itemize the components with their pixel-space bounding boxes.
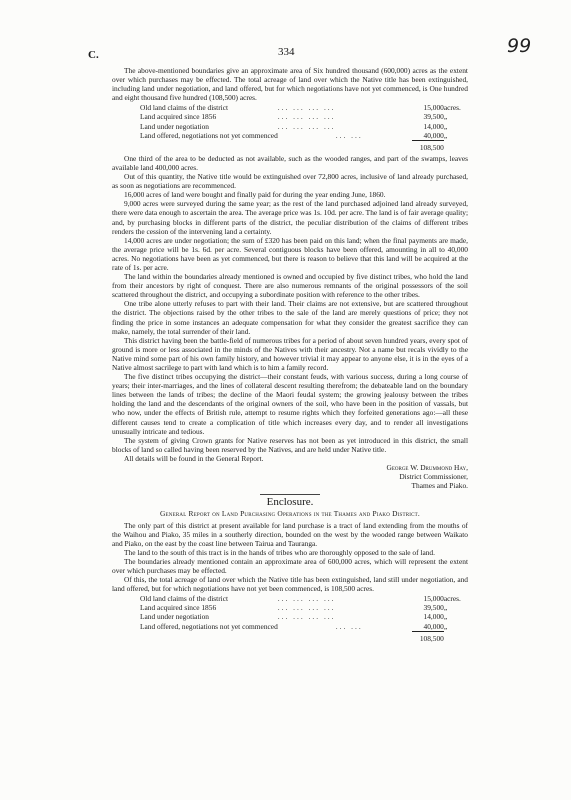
row-value: 40,000	[423, 130, 444, 140]
leader-dots: ... ... ... ...	[277, 603, 336, 613]
row-label: Land under negotiation	[140, 121, 209, 131]
table-row	[140, 603, 468, 612]
signature-block	[112, 463, 468, 490]
row-label: Land acquired since 1856	[140, 112, 217, 122]
row-label: Land offered, negotiations not yet commenced	[140, 130, 278, 140]
leader-dots: ... ... ... ...	[277, 121, 336, 131]
paragraph: One third of the area to be deducted as not available, such as the wooded ranges, and part of the swamps, leaves available land 400,000 acres.	[112, 153, 468, 172]
row-unit: „	[443, 112, 448, 122]
report-body	[112, 66, 468, 645]
section-divider	[260, 494, 320, 495]
paragraph: Out of this quantity, the Native title would be extinguished over 72,800 acres, inclusive of land already purchased, as soon as negotiations are recommenced.	[112, 172, 468, 191]
row-label: Old land claims of the district	[140, 594, 229, 604]
intro-paragraph: The above-mentioned boundaries give an approximate area of Six hundred thousand (600,000) acres as the extent over which purchases may be effected. The total acreage of land over which the Native title has been extinguished, including land under negotiation, and land offered, but for which negotiations have not yet commenced, is One hundred and eight thousand five hundred (108,500) acres.	[112, 66, 468, 103]
row-label: Old land claims of the district	[140, 103, 229, 113]
table-row	[140, 594, 468, 603]
paragraph: Of this, the total acreage of land over which the Native title has been extinguished, land still under negotiation, and land offered, but for which negotiations have not yet been commenced, is 108,500 acres.	[112, 575, 468, 594]
row-unit: „	[443, 130, 448, 140]
row-value: 39,500	[423, 112, 444, 122]
paragraph: The land within the boundaries already mentioned is owned and occupied by five distinct tribes, who hold the land from their ancestors by right of conquest. There are also numerous remnants of the original possessors of the soil scattered throughout the district, and occupying a subordinate position with reference to the other tribes.	[112, 272, 468, 300]
row-unit: „	[443, 603, 448, 613]
row-label: Land acquired since 1856	[140, 603, 217, 613]
page-number: 334	[278, 46, 295, 58]
row-value: 40,000	[423, 621, 444, 631]
row-unit: „	[443, 621, 448, 631]
paragraph: 14,000 acres are under negotiation; the sum of £320 has been paid on this land; when the final payments are made, the average price will be 1s. 6d. per acre. Several contiguous blocks have been offered, amounting in all to 40,000 acres. No negotiations have been as yet commenced, but there is reason to believe that this land will be acquired at the rate of 1s. per acre.	[112, 235, 468, 272]
signatory-title: District Commissioner,	[399, 472, 468, 482]
paragraph: The only part of this district at present available for land purchase is a tract of land extending from the mouths of the Waihou and Piako, 35 miles in a southerly direction, bounded on the west by the wooded range between Waikato and Piako, on the east by the coast line between Tairua and Tauranga.	[112, 520, 468, 548]
row-value: 39,500	[423, 603, 444, 613]
row-unit: „	[443, 612, 448, 622]
table-row	[140, 612, 468, 621]
table-row	[140, 122, 468, 131]
row-label: Land under negotiation	[140, 612, 209, 622]
section-marker: C.	[88, 49, 99, 61]
row-value: 14,000	[423, 121, 444, 131]
paragraph: This district having been the battle-field of numerous tribes for a period of about seven hundred years, every spot of ground is more or less associated in the minds of the Natives with their ancestry. Not a name but recals vividly to the Native mind some part of his own family history, and however trivial it may appear to anyone else, it is in the eyes of a Native almost sacrilege to part with land which is to him a family record.	[112, 335, 468, 372]
leader-dots: ... ... ... ...	[277, 612, 336, 622]
table-total-row	[140, 140, 468, 152]
enclosure-heading: Enclosure.	[266, 496, 314, 509]
total-value: 108,500	[412, 140, 444, 152]
paragraph: 16,000 acres of land were bought and finally paid for during the year ending June, 1860.	[124, 190, 386, 200]
land-claims-table	[140, 594, 468, 642]
row-value: 15,000	[423, 103, 444, 113]
signatory-name: George W. Drummond Hay,	[386, 463, 468, 473]
row-label: Land offered, negotiations not yet commenced	[140, 621, 278, 631]
row-value: 14,000	[423, 612, 444, 622]
paragraph: The system of giving Crown grants for Native reserves has not been as yet introduced in this district, the small blocks of land so called having been reserved by the Natives, and are held under Native title.	[112, 435, 468, 454]
leader-dots: ... ... ... ...	[277, 112, 336, 122]
table-total-row	[140, 631, 468, 643]
details-line: All details will be found in the General Report.	[124, 453, 264, 463]
enclosure-subheading: General Report on Land Purchasing Operations in the Thames and Piako District.	[160, 509, 420, 519]
row-value: 15,000	[423, 594, 444, 604]
paragraph: The boundaries already mentioned contain an approximate area of 600,000 acres, which will represent the extent over which purchases may be effected.	[112, 556, 468, 575]
handwritten-folio-number: 99	[507, 35, 532, 57]
paragraph: One tribe alone utterly refuses to part with their land. Their claims are not extensive, but are scattered throughout the district. The objections raised by the other tribes to the sale of the land are merely questions of price; they not finding the price in some instances an adequate compensation for what they consider the greatest sacrifice they can make, namely, the total surrender of their land.	[112, 299, 468, 336]
paragraph: The land to the south of this tract is in the hands of tribes who are thoroughly opposed to the sale of land.	[124, 547, 435, 557]
leader-dots: ... ... ... ...	[277, 103, 336, 113]
row-unit: acres.	[443, 103, 461, 113]
leader-dots: ... ... ... ...	[277, 594, 336, 604]
table-row	[140, 112, 468, 121]
paragraph: 9,000 acres were surveyed during the same year; as the rest of the land purchased adjoined land already surveyed, there were data enough to ascertain the area. The average price was 1s. 10d. per acre. The land is of fair average quality; and, by purchasing blocks in different parts of the district, the peculiar distribution of the claims of different tribes renders the cession of the intervening land a certainty.	[112, 199, 468, 236]
leader-dots: ... ...	[335, 130, 363, 140]
table-row	[140, 131, 468, 141]
leader-dots: ... ...	[335, 621, 363, 631]
total-value: 108,500	[412, 631, 444, 643]
paragraph: The five distinct tribes occupying the district—their constant feuds, with various success, during a long course of years; their inter-marriages, and the lines of collateral descent resulting therefrom; the debateable land on the boundary lines between the lands of tribes; the decline of the Maori feudal system; the growing jealousy between the tribes holding the land and the descendants of the original owners of the soil, who have been in the position of vassals, but who now, under the effects of British rule, attempt to resume rights which they forfeited generations ago:—all these different causes tend to create a complication of title which increases every day, and to render all investigations unusually intricate and tedious.	[112, 372, 468, 436]
land-claims-table	[140, 103, 468, 151]
signatory-place: Thames and Piako.	[411, 481, 468, 491]
table-row	[140, 622, 468, 632]
row-unit: acres.	[443, 594, 461, 604]
table-row	[140, 103, 468, 112]
row-unit: „	[443, 121, 448, 131]
